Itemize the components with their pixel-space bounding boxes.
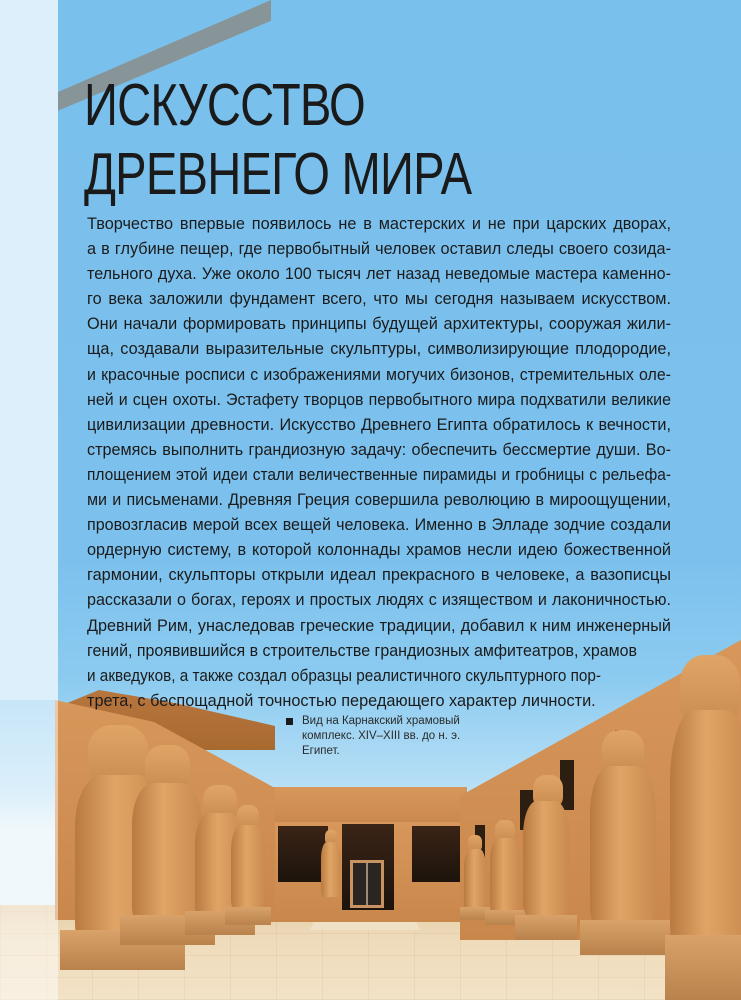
body-line: ща, создавали выразительные скульптуры, символизирующие плодородие, bbox=[87, 340, 671, 359]
osiride-statue bbox=[515, 775, 575, 940]
caption-line: Вид на Карнакский храмовый bbox=[302, 715, 460, 727]
body-line: Творчество впервые появилось не в мастерских и не при царских дворах, bbox=[87, 215, 671, 233]
photo-caption bbox=[286, 714, 486, 759]
body-line: провозгласив мерой всех вещей человека. Именно в Элладе зодчие создали bbox=[87, 516, 671, 535]
page-title bbox=[84, 71, 471, 209]
back-wall-top bbox=[262, 787, 467, 827]
body-line: го века заложили фундамент всего, что мы сегодня называем искусством. bbox=[87, 290, 671, 309]
body-line: и акведуков, а также создал образцы реалистичного скульптурного пор- bbox=[87, 666, 601, 685]
body-line: Древний Рим, унаследовав греческие традиции, добавил к ним инженерный bbox=[87, 616, 671, 635]
caption-line: комплекс. XIV–XIII вв. до н. э. bbox=[302, 730, 461, 742]
inner-door bbox=[350, 860, 384, 908]
body-line: и красочные росписи с изображениями могучих бизонов, стремительных оле- bbox=[87, 365, 671, 384]
back-opening-right bbox=[412, 826, 460, 882]
left-margin-overlay bbox=[0, 0, 58, 1000]
square-bullet-icon bbox=[286, 718, 293, 725]
body-line: трета, с беспощадной точностью передающего характер личности. bbox=[87, 691, 596, 710]
body-paragraph bbox=[87, 212, 671, 714]
body-line: Они начали формировать принципы будущей архитектуры, сооружая жили- bbox=[87, 315, 671, 334]
body-line: тельного духа. Уже около 100 тысяч лет назад неведомые мастера каменно- bbox=[87, 265, 671, 284]
body-line: стремясь выполнить грандиозную задачу: обеспечить бессмертие души. Во- bbox=[87, 440, 671, 459]
body-line: ней и сцен охоты. Эстафету творцов первобытного мира подхватили великие bbox=[87, 390, 671, 409]
body-line: площением этой идеи стали величественные пирамиды и гробницы с рельефа- bbox=[87, 465, 671, 484]
osiride-statue bbox=[318, 830, 344, 905]
caption-text bbox=[302, 714, 486, 759]
body-line: ордерную систему, в которой колоннады храмов несли идею божественной bbox=[87, 541, 671, 560]
body-line: ми и письменами. Древняя Греция совершила революцию в мироощущении, bbox=[87, 491, 671, 510]
osiride-statue bbox=[225, 805, 270, 925]
body-line: рассказали о богах, героях и простых людях с изяществом и лаконичностью. bbox=[87, 591, 671, 610]
title-line-2: ДРЕВНЕГО МИРА bbox=[84, 141, 472, 207]
body-line: а в глубине пещер, где первобытный человек оставил следы своего созида- bbox=[87, 240, 671, 259]
title-line-1: ИСКУССТВО bbox=[84, 72, 365, 138]
osiride-statue bbox=[580, 730, 665, 955]
body-line: цивилизации древности. Искусство Древнего Египта обратилось к вечности, bbox=[87, 415, 671, 434]
body-line: гармонии, скульпторы открыли идеал прекрасного в человеке, а вазописцы bbox=[87, 566, 671, 585]
osiride-statue bbox=[665, 655, 741, 1000]
caption-line: Египет. bbox=[302, 745, 340, 757]
body-line: гений, проявившийся в строительстве грандиозных амфитеатров, храмов bbox=[87, 641, 637, 660]
